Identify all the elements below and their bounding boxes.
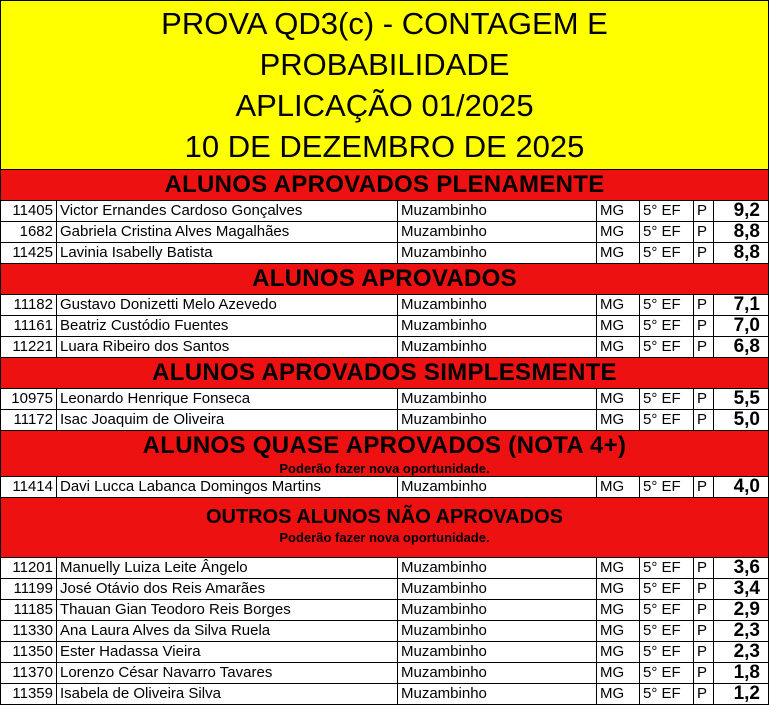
student-score: 7,0 xyxy=(733,316,760,336)
student-score: 9,2 xyxy=(733,201,760,221)
student-score: 5,5 xyxy=(733,389,760,409)
student-city: Muzambinho xyxy=(398,642,597,662)
student-id: 1682 xyxy=(1,222,57,242)
student-id: 11425 xyxy=(1,243,57,263)
student-state: MG xyxy=(597,663,640,683)
student-status: P xyxy=(694,316,714,336)
table-row xyxy=(1,316,768,337)
student-id: 11414 xyxy=(1,477,57,497)
student-name: Gustavo Donizetti Melo Azevedo xyxy=(57,295,398,315)
student-id: 11161 xyxy=(1,316,57,336)
student-city: Muzambinho xyxy=(398,295,597,315)
student-grade: 5° EF xyxy=(640,558,694,578)
table-row xyxy=(1,389,768,410)
student-state: MG xyxy=(597,558,640,578)
student-status: P xyxy=(694,337,714,357)
section-header xyxy=(1,264,768,295)
table-row xyxy=(1,642,768,663)
student-grade: 5° EF xyxy=(640,642,694,662)
student-name: Lorenzo César Navarro Tavares xyxy=(57,663,398,683)
student-id: 11199 xyxy=(1,579,57,599)
student-score: 4,0 xyxy=(733,477,760,497)
student-score: 7,1 xyxy=(733,295,760,315)
student-name: Victor Ernandes Cardoso Gonçalves xyxy=(57,201,398,221)
student-id: 11201 xyxy=(1,558,57,578)
section-note: Poderão fazer nova oportunidade. xyxy=(279,530,490,545)
student-score: 1,8 xyxy=(733,663,760,683)
table-row xyxy=(1,684,768,705)
student-grade: 5° EF xyxy=(640,222,694,242)
table-row xyxy=(1,663,768,684)
student-state: MG xyxy=(597,684,640,704)
table-row xyxy=(1,295,768,316)
student-name: Leonardo Henrique Fonseca xyxy=(57,389,398,409)
title-line-4: 10 DE DEZEMBRO DE 2025 xyxy=(184,129,585,164)
title-line-2: PROBABILIDADE xyxy=(259,47,510,82)
student-state: MG xyxy=(597,295,640,315)
student-name: Manuelly Luiza Leite Ângelo xyxy=(57,558,398,578)
student-state: MG xyxy=(597,621,640,641)
student-score: 1,2 xyxy=(733,684,760,704)
student-grade: 5° EF xyxy=(640,579,694,599)
student-score: 2,3 xyxy=(733,642,760,662)
student-city: Muzambinho xyxy=(398,201,597,221)
student-city: Muzambinho xyxy=(398,337,597,357)
student-status: P xyxy=(694,201,714,221)
student-city: Muzambinho xyxy=(398,243,597,263)
section-title: OUTROS ALUNOS NÃO APROVADOS xyxy=(205,506,564,528)
student-id: 11370 xyxy=(1,663,57,683)
student-grade: 5° EF xyxy=(640,600,694,620)
student-grade: 5° EF xyxy=(640,337,694,357)
student-status: P xyxy=(694,558,714,578)
student-state: MG xyxy=(597,389,640,409)
student-name: Davi Lucca Labanca Domingos Martins xyxy=(57,477,398,497)
student-name: Isabela de Oliveira Silva xyxy=(57,684,398,704)
student-status: P xyxy=(694,295,714,315)
table-row xyxy=(1,243,768,264)
section-title: ALUNOS APROVADOS SIMPLESMENTE xyxy=(152,359,617,386)
student-id: 11405 xyxy=(1,201,57,221)
student-state: MG xyxy=(597,201,640,221)
student-city: Muzambinho xyxy=(398,684,597,704)
section-title: ALUNOS QUASE APROVADOS (NOTA 4+) xyxy=(142,432,627,459)
student-grade: 5° EF xyxy=(640,410,694,430)
table-row xyxy=(1,337,768,358)
student-state: MG xyxy=(597,600,640,620)
student-grade: 5° EF xyxy=(640,316,694,336)
student-score: 6,8 xyxy=(733,337,760,357)
student-id: 11330 xyxy=(1,621,57,641)
student-state: MG xyxy=(597,410,640,430)
student-score: 8,8 xyxy=(733,222,760,242)
student-name: Ester Hadassa Vieira xyxy=(57,642,398,662)
student-name: Gabriela Cristina Alves Magalhães xyxy=(57,222,398,242)
student-city: Muzambinho xyxy=(398,663,597,683)
student-state: MG xyxy=(597,337,640,357)
section-header xyxy=(1,431,768,477)
student-grade: 5° EF xyxy=(640,477,694,497)
table-row xyxy=(1,410,768,431)
student-id: 11172 xyxy=(1,410,57,430)
student-score: 5,0 xyxy=(733,410,760,430)
student-grade: 5° EF xyxy=(640,243,694,263)
student-score: 2,3 xyxy=(733,621,760,641)
student-score: 3,4 xyxy=(733,579,760,599)
student-state: MG xyxy=(597,222,640,242)
student-state: MG xyxy=(597,316,640,336)
section-header xyxy=(1,498,768,558)
student-name: Luara Ribeiro dos Santos xyxy=(57,337,398,357)
student-status: P xyxy=(694,243,714,263)
student-status: P xyxy=(694,621,714,641)
student-status: P xyxy=(694,389,714,409)
student-city: Muzambinho xyxy=(398,477,597,497)
student-city: Muzambinho xyxy=(398,389,597,409)
table-row xyxy=(1,222,768,243)
student-status: P xyxy=(694,642,714,662)
results-table xyxy=(1,170,768,705)
student-state: MG xyxy=(597,243,640,263)
student-city: Muzambinho xyxy=(398,558,597,578)
student-city: Muzambinho xyxy=(398,579,597,599)
table-row xyxy=(1,477,768,498)
student-city: Muzambinho xyxy=(398,316,597,336)
title-line-1: PROVA QD3(c) - CONTAGEM E xyxy=(161,6,608,41)
student-status: P xyxy=(694,684,714,704)
table-row xyxy=(1,201,768,222)
section-header xyxy=(1,358,768,389)
student-name: José Otávio dos Reis Amarães xyxy=(57,579,398,599)
student-city: Muzambinho xyxy=(398,222,597,242)
student-id: 11350 xyxy=(1,642,57,662)
student-id: 11182 xyxy=(1,295,57,315)
table-row xyxy=(1,600,768,621)
student-score: 2,9 xyxy=(733,600,760,620)
student-score: 3,6 xyxy=(733,558,760,578)
student-id: 11359 xyxy=(1,684,57,704)
document-title xyxy=(1,0,768,170)
student-name: Ana Laura Alves da Silva Ruela xyxy=(57,621,398,641)
student-status: P xyxy=(694,579,714,599)
section-note: Poderão fazer nova oportunidade. xyxy=(279,461,490,476)
student-state: MG xyxy=(597,642,640,662)
student-id: 11185 xyxy=(1,600,57,620)
student-city: Muzambinho xyxy=(398,600,597,620)
student-score: 8,8 xyxy=(733,243,760,263)
student-city: Muzambinho xyxy=(398,621,597,641)
table-row xyxy=(1,621,768,642)
student-status: P xyxy=(694,410,714,430)
student-grade: 5° EF xyxy=(640,295,694,315)
student-grade: 5° EF xyxy=(640,684,694,704)
student-name: Thauan Gian Teodoro Reis Borges xyxy=(57,600,398,620)
student-status: P xyxy=(694,663,714,683)
student-name: Beatriz Custódio Fuentes xyxy=(57,316,398,336)
student-id: 11221 xyxy=(1,337,57,357)
student-state: MG xyxy=(597,579,640,599)
student-grade: 5° EF xyxy=(640,201,694,221)
student-name: Isac Joaquim de Oliveira xyxy=(57,410,398,430)
title-line-3: APLICAÇÃO 01/2025 xyxy=(235,88,534,123)
student-city: Muzambinho xyxy=(398,410,597,430)
section-title: ALUNOS APROVADOS PLENAMENTE xyxy=(164,171,605,198)
student-state: MG xyxy=(597,477,640,497)
student-grade: 5° EF xyxy=(640,389,694,409)
student-status: P xyxy=(694,222,714,242)
student-grade: 5° EF xyxy=(640,621,694,641)
student-status: P xyxy=(694,477,714,497)
table-row xyxy=(1,579,768,600)
section-title: ALUNOS APROVADOS xyxy=(252,265,517,292)
student-status: P xyxy=(694,600,714,620)
table-row xyxy=(1,558,768,579)
student-grade: 5° EF xyxy=(640,663,694,683)
student-id: 10975 xyxy=(1,389,57,409)
student-name: Lavinia Isabelly Batista xyxy=(57,243,398,263)
section-header xyxy=(1,170,768,201)
